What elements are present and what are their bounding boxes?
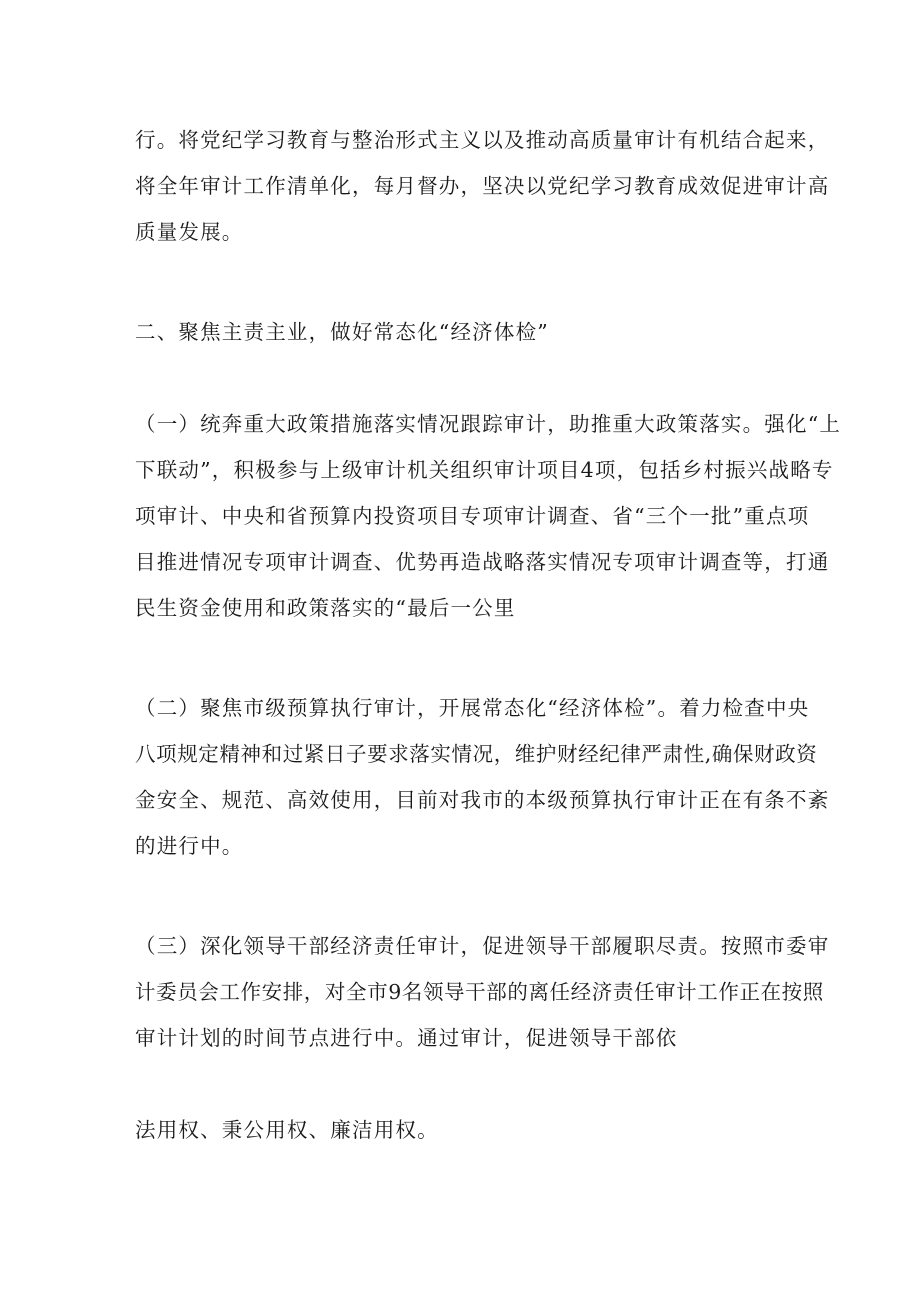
paragraph-line: 项审计、中央和省预算内投资项目专项审计调查、省“三个一批”重点项 bbox=[135, 504, 810, 528]
paragraph-line: 计委员会工作安排，对全市9名领导干部的离任经济责任审计工作正在按照 bbox=[135, 980, 824, 1004]
paragraph-line: 审计计划的时间节点进行中。通过审计，促进领导干部依 bbox=[135, 1026, 678, 1050]
paragraph-line: 金安全、规范、高效使用，目前对我市的本级预算执行审计正在有条不紊 bbox=[135, 788, 830, 812]
paragraph-line: 目推进情况专项审计调查、优势再造战略落实情况专项审计调查等，打通 bbox=[135, 550, 830, 574]
paragraph-line: 的进行中。 bbox=[135, 834, 244, 858]
paragraph-line: 将全年审计工作清单化，每月督办，坚决以党纪学习教育成效促进审计高 bbox=[135, 174, 830, 198]
paragraph-line: （一）统奔重大政策措施落实情况跟踪审计，助推重大政策落实。强化“上 bbox=[135, 412, 842, 436]
paragraph-line: 民生资金使用和政策落实的“最后一公里 bbox=[135, 596, 516, 620]
paragraph-line: 质量发展。 bbox=[135, 220, 244, 244]
paragraph-line: 法用权、秉公用权、廉洁用权。 bbox=[135, 1118, 439, 1142]
paragraph-line: 下联动”，积极参与上级审计机关组织审计项目4项，包括乡村振兴战略专 bbox=[135, 458, 834, 482]
section-heading: 二、聚焦主责主业，做好常态化“经济体检” bbox=[135, 320, 549, 344]
paragraph-line: 八项规定精神和过紧日子要求落实情况，维护财经纪律严肃性,确保财政资 bbox=[135, 742, 818, 766]
paragraph-line: （二）聚焦市级预算执行审计，开展常态化“经济体检”。着力检查中央 bbox=[135, 696, 810, 720]
paragraph-line: （三）深化领导干部经济责任审计，促进领导干部履职尽责。按照市委审 bbox=[135, 934, 830, 958]
paragraph-line: 行。将党纪学习教育与整治形式主义以及推动高质量审计有机结合起来， bbox=[135, 128, 830, 152]
